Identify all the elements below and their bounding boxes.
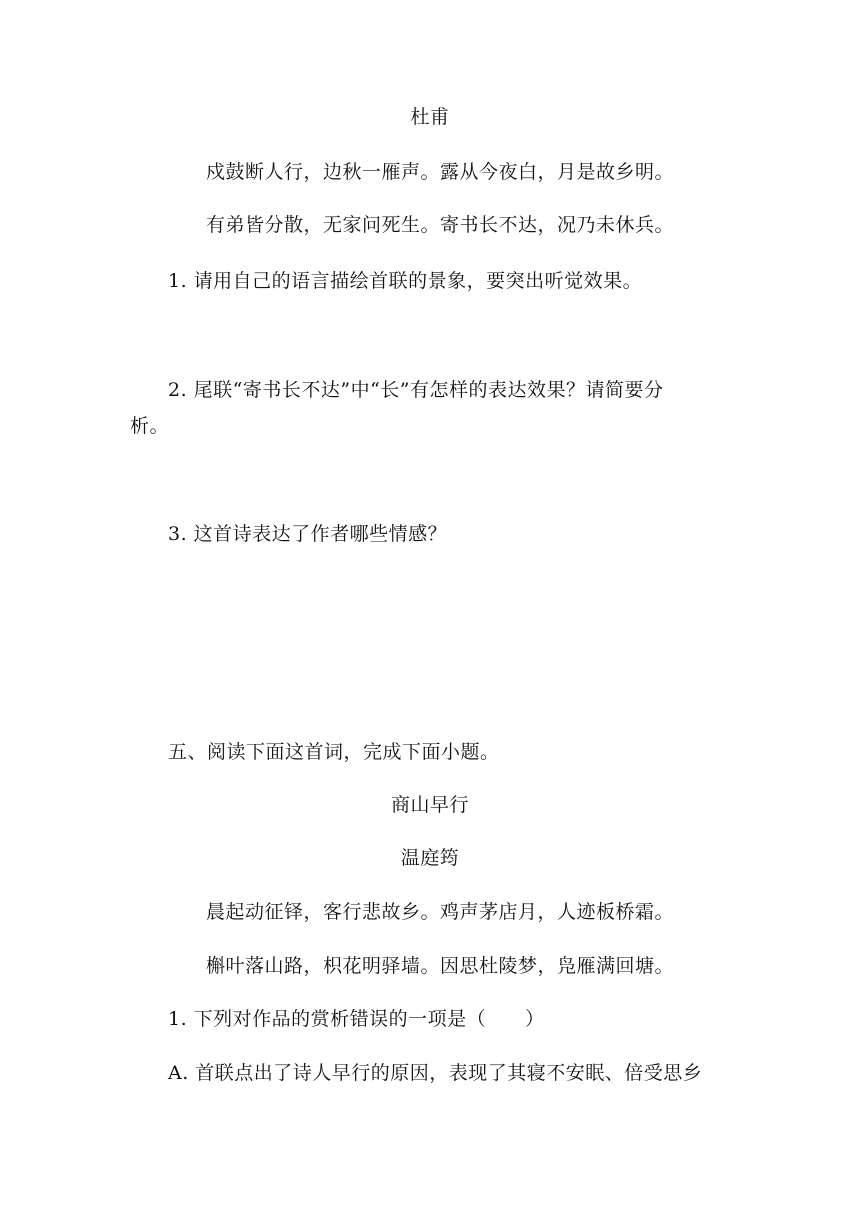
question-mc-1: 1. 下列对作品的赏析错误的一项是（ ） <box>168 1008 545 1030</box>
question-1: 1. 请用自己的语言描绘首联的景象，要突出听觉效果。 <box>168 270 643 292</box>
poem-line-2: 有弟皆分散，无家问死生。寄书长不达，况乃未休兵。 <box>206 214 675 236</box>
poem2-line-2: 槲叶落山路，枳花明驿墙。因思杜陵梦，凫雁满回塘。 <box>206 955 675 977</box>
poem2-line-1: 晨起动征铎，客行悲故乡。鸡声茅店月，人迹板桥霜。 <box>206 901 675 923</box>
question-2-continuation: 析。 <box>130 415 170 437</box>
question-2: 2. 尾联“寄书长不达”中“长”有怎样的表达效果？请简要分 <box>168 379 664 401</box>
poem-author: 杜甫 <box>410 106 450 128</box>
poem-line-1: 戍鼓断人行，边秋一雁声。露从今夜白，月是故乡明。 <box>206 161 675 183</box>
section-heading: 五、阅读下面这首词，完成下面小题。 <box>168 741 500 763</box>
poem-author-2: 温庭筠 <box>400 847 460 869</box>
option-a: A. 首联点出了诗人早行的原因，表现了其寝不安眠、倍受思乡 <box>168 1062 703 1084</box>
question-3: 3. 这首诗表达了作者哪些情感？ <box>168 523 448 545</box>
poem-title: 商山早行 <box>390 794 469 816</box>
